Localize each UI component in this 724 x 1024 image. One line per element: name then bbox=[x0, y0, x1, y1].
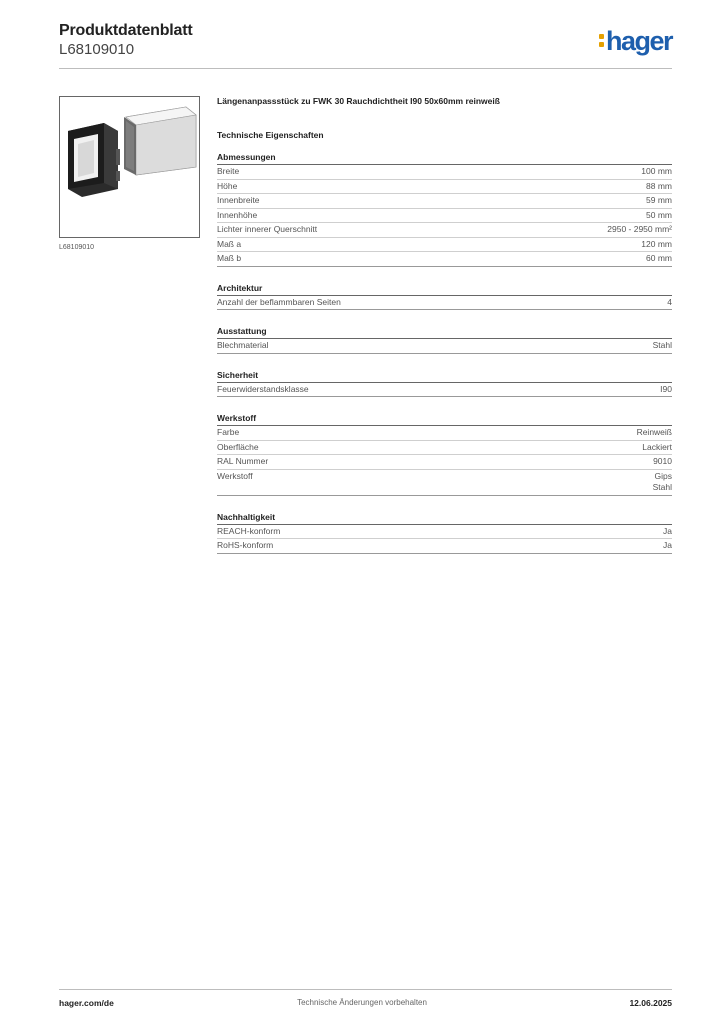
spec-table bbox=[217, 383, 672, 398]
spec-row bbox=[217, 539, 672, 554]
spec-label: Oberfläche bbox=[217, 441, 259, 452]
spec-value: Gips Stahl bbox=[652, 470, 672, 492]
hager-logo[interactable] bbox=[599, 26, 672, 56]
spec-row bbox=[217, 252, 672, 267]
spec-row bbox=[217, 223, 672, 238]
spec-label: Höhe bbox=[217, 180, 238, 191]
spec-label: RAL Nummer bbox=[217, 456, 269, 466]
spec-row bbox=[217, 296, 672, 311]
spec-row bbox=[217, 165, 672, 180]
spec-label: Blechmaterial bbox=[217, 340, 269, 350]
spec-value: 100 mm bbox=[641, 166, 672, 176]
group-title: Architektur bbox=[217, 283, 672, 296]
spec-label: Innenbreite bbox=[217, 195, 260, 205]
spec-table bbox=[217, 165, 672, 267]
footer-disclaimer: Technische Änderungen vorbehalten bbox=[297, 998, 427, 1007]
spec-label: Maß b bbox=[217, 253, 242, 263]
spec-row bbox=[217, 383, 672, 398]
spec-row bbox=[217, 339, 672, 354]
spec-value: 60 mm bbox=[646, 253, 672, 263]
spec-value: 59 mm bbox=[646, 195, 672, 205]
spec-value: 2950 - 2950 mm² bbox=[607, 224, 672, 234]
spec-row bbox=[217, 441, 672, 456]
spec-row bbox=[217, 525, 672, 540]
group-title: Sicherheit bbox=[217, 370, 672, 383]
spec-row bbox=[217, 194, 672, 209]
spec-value: I90 bbox=[660, 383, 672, 394]
spec-value: 120 mm bbox=[641, 238, 672, 249]
spec-label: Lichter innerer Querschnitt bbox=[217, 224, 318, 234]
footer-date: 12.06.2025 bbox=[629, 998, 672, 1008]
spec-label: Werkstoff bbox=[217, 470, 253, 481]
spec-label: Maß a bbox=[217, 238, 242, 249]
spec-row bbox=[217, 470, 672, 496]
section-heading: Technische Eigenschaften bbox=[217, 130, 324, 140]
group-title: Abmessungen bbox=[217, 152, 672, 165]
group-title: Werkstoff bbox=[217, 413, 672, 426]
spec-table bbox=[217, 296, 672, 311]
spec-row bbox=[217, 455, 672, 470]
group-title: Ausstattung bbox=[217, 326, 672, 339]
spec-label: RoHS-konform bbox=[217, 540, 274, 550]
spec-row bbox=[217, 180, 672, 195]
spec-row bbox=[217, 426, 672, 441]
spec-label: Anzahl der beflammbaren Seiten bbox=[217, 296, 341, 307]
product-title: Längenanpassstück zu FWK 30 Rauchdichtheit I90 50x60mm reinweiß bbox=[217, 96, 500, 106]
spec-table bbox=[217, 426, 672, 496]
spec-row bbox=[217, 238, 672, 253]
footer-website-link[interactable]: hager.com/de bbox=[59, 998, 114, 1008]
spec-table bbox=[217, 339, 672, 354]
logo-text: hager bbox=[605, 26, 672, 56]
document-title: Produktdatenblatt bbox=[59, 22, 193, 39]
logo-colon-icon bbox=[599, 33, 604, 49]
header-divider bbox=[59, 68, 672, 69]
spec-value: 4 bbox=[667, 296, 672, 307]
spec-value: 88 mm bbox=[646, 180, 672, 191]
spec-value: 50 mm bbox=[646, 209, 672, 220]
spec-value: Reinweiß bbox=[636, 427, 672, 437]
footer-divider bbox=[59, 989, 672, 990]
spec-label: Feuerwiderstandsklasse bbox=[217, 383, 309, 394]
spec-value: Lackiert bbox=[642, 441, 672, 452]
product-image bbox=[59, 96, 200, 238]
page-header bbox=[59, 20, 672, 68]
image-caption: L68109010 bbox=[59, 244, 95, 251]
spec-value: Ja bbox=[663, 540, 672, 550]
spec-label: Breite bbox=[217, 166, 240, 176]
spec-value: 9010 bbox=[653, 456, 672, 466]
specifications bbox=[217, 95, 672, 554]
spec-value: Stahl bbox=[652, 340, 672, 350]
spec-label: REACH-konform bbox=[217, 525, 281, 536]
product-code: L68109010 bbox=[59, 41, 135, 58]
spec-label: Farbe bbox=[217, 427, 240, 437]
spec-value: Ja bbox=[663, 525, 672, 536]
spec-label: Innenhöhe bbox=[217, 209, 258, 220]
group-title: Nachhaltigkeit bbox=[217, 512, 672, 525]
spec-table bbox=[217, 525, 672, 554]
spec-groups bbox=[217, 152, 672, 554]
product-illustration bbox=[60, 97, 200, 238]
spec-row bbox=[217, 209, 672, 224]
